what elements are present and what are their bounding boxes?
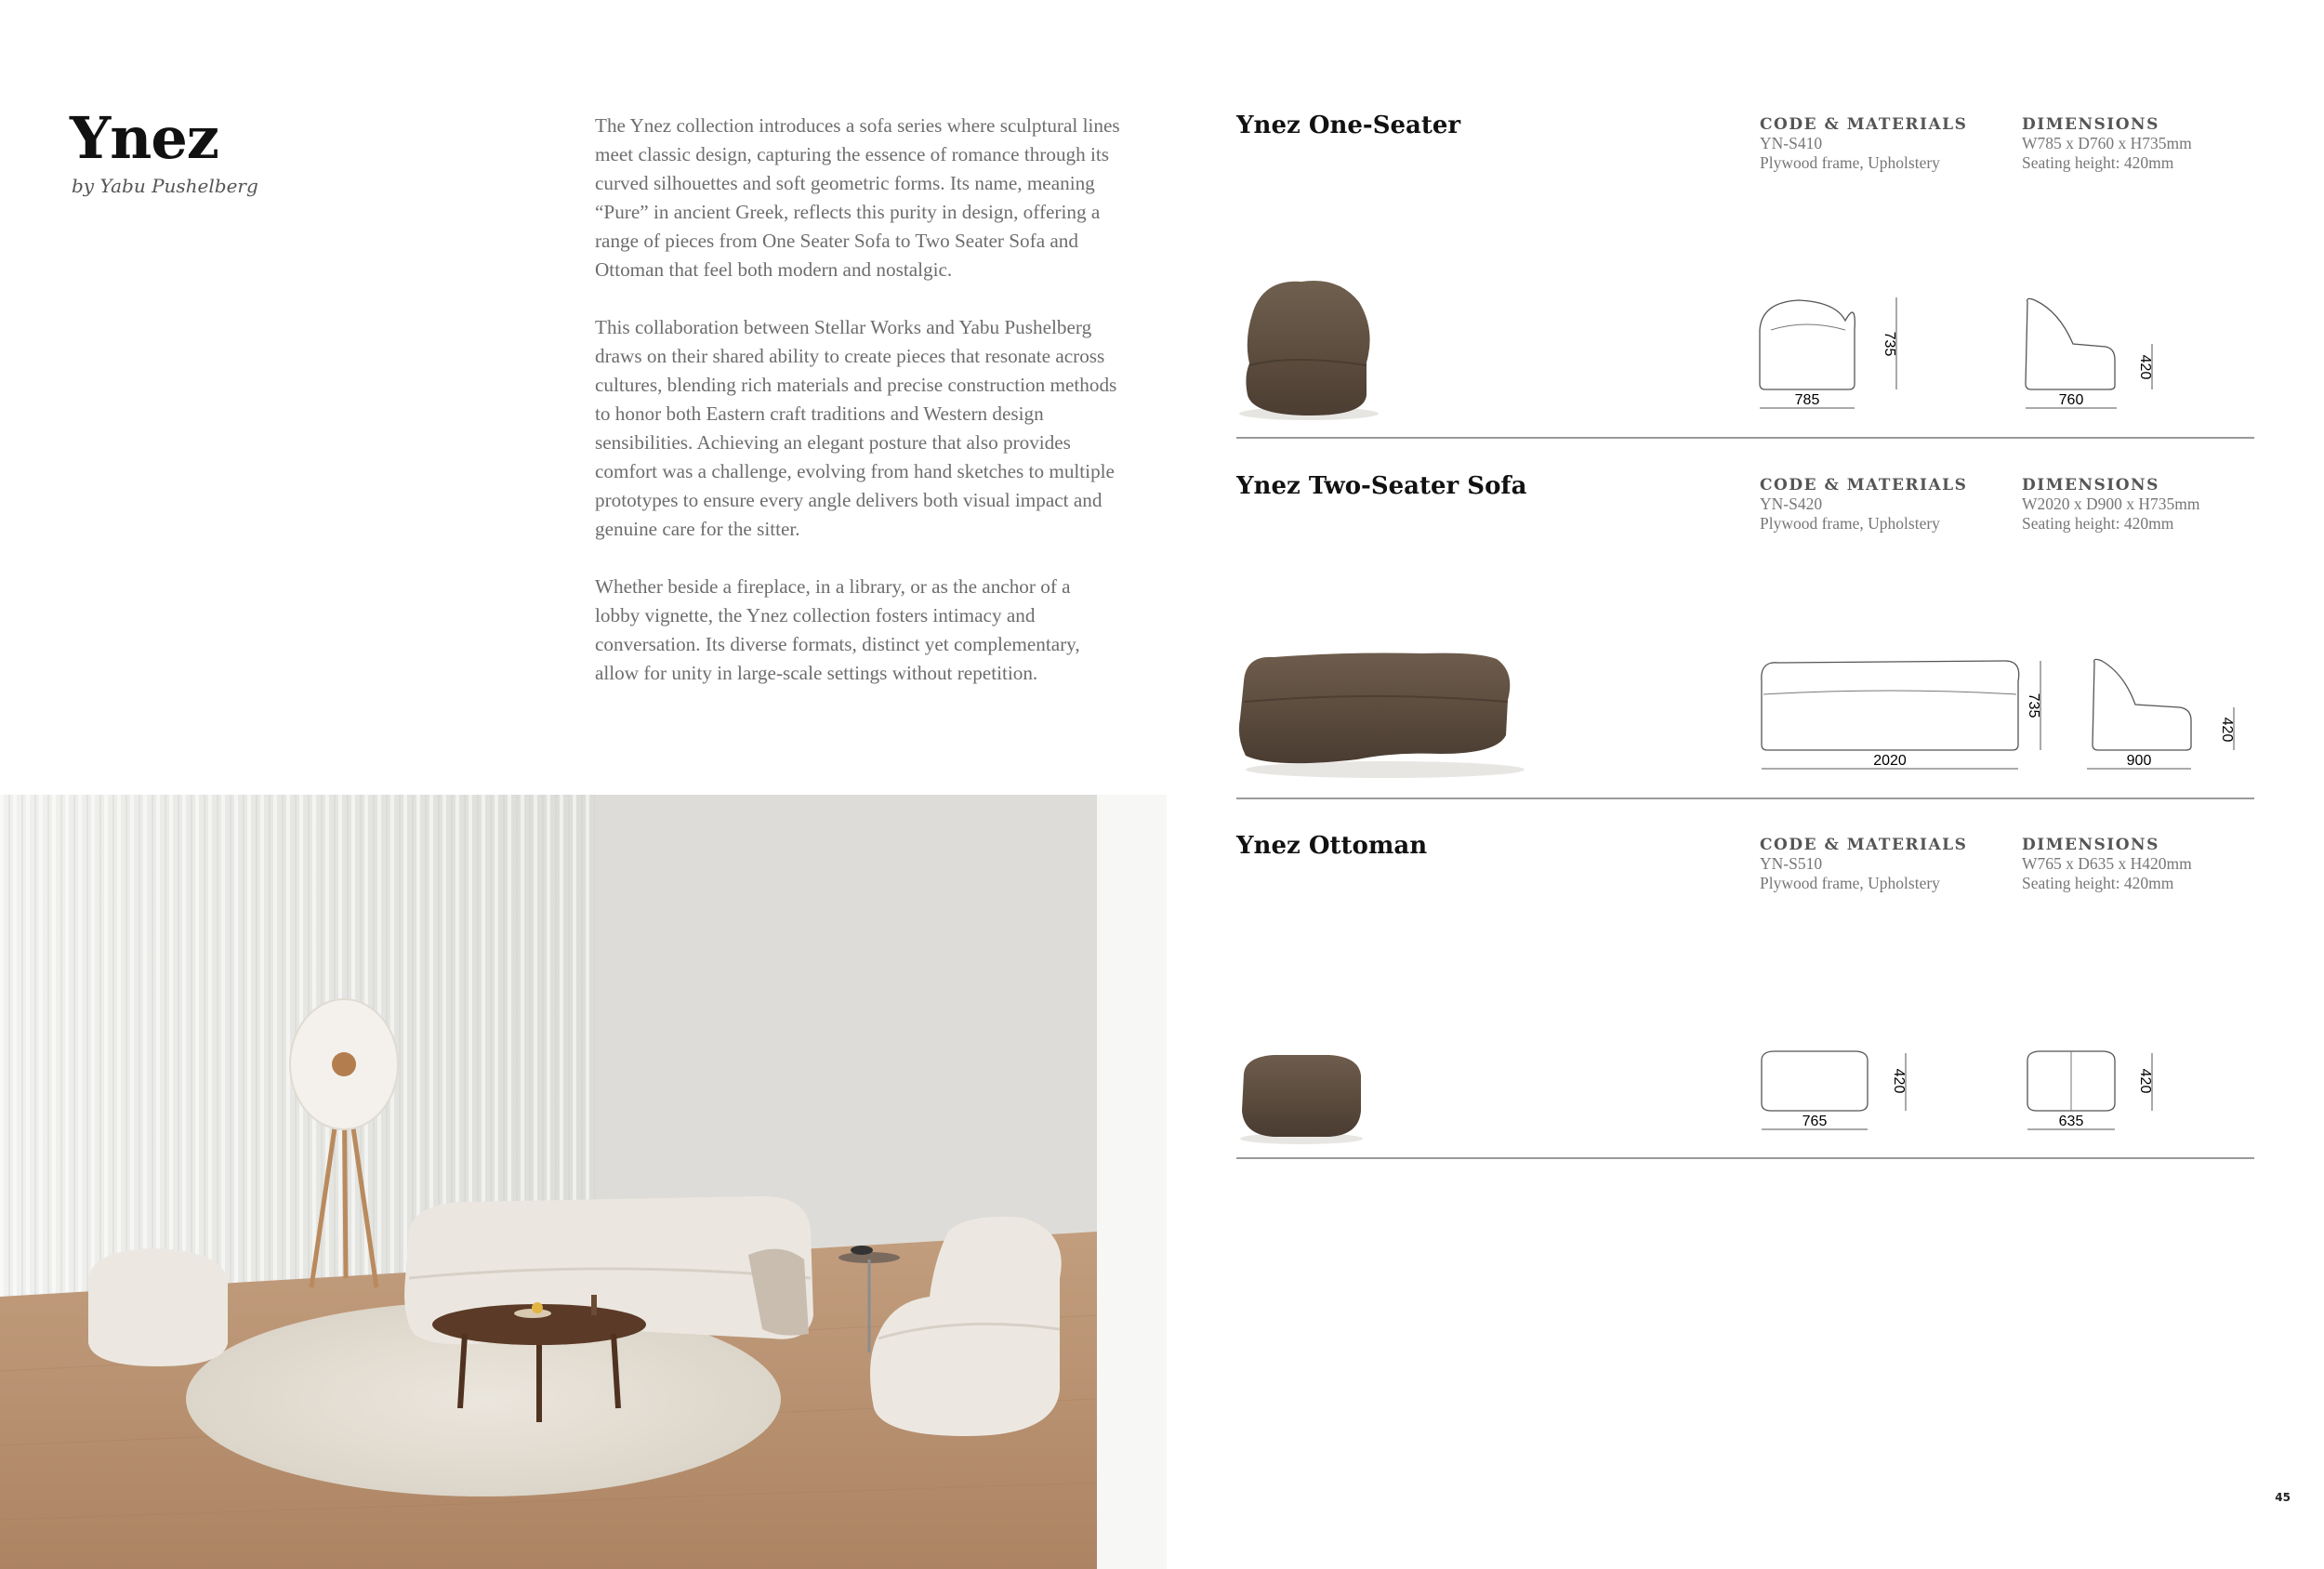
- seat-height-label: 420: [2219, 717, 2235, 743]
- code-materials: [1760, 476, 1967, 534]
- code-heading: CODE & MATERIALS: [1760, 115, 1968, 134]
- product-name: Ynez One-Seater: [1236, 112, 1461, 139]
- collection-title: Ynez: [70, 104, 218, 172]
- intro-text: [595, 112, 1120, 717]
- height-label: 420: [1891, 1068, 1907, 1094]
- seating-height: Seating height: 420mm: [2022, 514, 2174, 533]
- product-one-seater: [1236, 112, 2254, 439]
- intro-paragraph: The Ynez collection introduces a sofa series where sculptural lines meet classic design, capturing the essence of romance through its curved silhouettes and soft geometric forms. Its name, meaning “Pure” in ancient Greek, reflects this purity in design, offering a range of pieces from One Seater Sofa to Two Seater Sofa and Ottoman that feel both modern and nostalgic.: [595, 114, 1120, 281]
- seat-height-label: 420: [2137, 1068, 2153, 1094]
- width-label: 785: [1794, 392, 1820, 408]
- depth-label: 635: [2058, 1114, 2084, 1129]
- dimensions-heading: DIMENSIONS: [2022, 115, 2159, 134]
- dimensions: [2022, 115, 2192, 173]
- ottoman-side-drawing: [2022, 1046, 2208, 1148]
- code-heading: CODE & MATERIALS: [1760, 836, 1968, 854]
- seating-height: Seating height: 420mm: [2022, 874, 2174, 892]
- height-label: 735: [1882, 331, 1897, 357]
- product-materials: Plywood frame, Upholstery: [1760, 874, 1940, 892]
- two-seater-side-drawing: [2087, 653, 2254, 784]
- seat-height-label: 420: [2137, 354, 2153, 380]
- product-ottoman: [1236, 832, 2254, 1159]
- intro-paragraph: Whether beside a fireplace, in a library, or as the anchor of a lobby vignette, the Ynez collection fosters intimacy and conversation. Its diverse formats, distinct yet complementary, allow for unity in large-scale settings without repetition.: [595, 575, 1080, 684]
- product-dimensions: W2020 x D900 x H735mm: [2022, 494, 2200, 513]
- dimensions: [2022, 476, 2200, 534]
- two-seater-height-drawing: [2026, 653, 2087, 784]
- product-code: YN-S410: [1760, 134, 1823, 152]
- two-seater-front-drawing: [1752, 653, 2031, 784]
- code-heading: CODE & MATERIALS: [1760, 476, 1968, 494]
- two-seater-photo: [1236, 644, 1552, 784]
- one-seater-front-drawing: [1752, 293, 1938, 423]
- designer-byline: by Yabu Pushelberg: [72, 175, 258, 197]
- room-scene-photo: [0, 795, 1167, 1569]
- width-label: 2020: [1873, 753, 1907, 769]
- product-dimensions: W785 x D760 x H735mm: [2022, 134, 2192, 152]
- product-name: Ynez Two-Seater Sofa: [1236, 472, 1527, 500]
- product-code: YN-S420: [1760, 494, 1823, 513]
- code-materials: [1760, 115, 1967, 173]
- seating-height: Seating height: 420mm: [2022, 153, 2174, 172]
- product-materials: Plywood frame, Upholstery: [1760, 153, 1940, 172]
- depth-label: 900: [2126, 753, 2152, 769]
- dimensions-heading: DIMENSIONS: [2022, 836, 2159, 854]
- one-seater-photo: [1236, 274, 1404, 423]
- depth-label: 760: [2058, 392, 2084, 408]
- one-seater-side-drawing: [2022, 293, 2208, 423]
- product-code: YN-S510: [1760, 854, 1823, 873]
- dimensions-heading: DIMENSIONS: [2022, 476, 2159, 494]
- product-dimensions: W765 x D635 x H420mm: [2022, 854, 2192, 873]
- dimensions: [2022, 836, 2192, 893]
- page-number: 45: [2275, 1491, 2291, 1504]
- code-materials: [1760, 836, 1967, 893]
- ottoman-photo: [1236, 1046, 1376, 1148]
- product-two-seater: [1236, 472, 2254, 799]
- intro-paragraph: This collaboration between Stellar Works and Yabu Pushelberg draws on their shared ability to create pieces that resonate across cultures, blending rich materials and precise construction methods to honor both Eastern craft traditions and Western design sensibilities. Achieving an elegant posture that also provides comfort was a challenge, evolving from hand sketches to multiple prototypes to ensure every angle delivers both visual impact and genuine care for the sitter.: [595, 316, 1117, 540]
- product-name: Ynez Ottoman: [1236, 832, 1428, 860]
- height-label: 735: [2026, 692, 2041, 719]
- width-label: 765: [1802, 1114, 1828, 1129]
- product-materials: Plywood frame, Upholstery: [1760, 514, 1940, 533]
- ottoman-front-drawing: [1752, 1046, 1938, 1148]
